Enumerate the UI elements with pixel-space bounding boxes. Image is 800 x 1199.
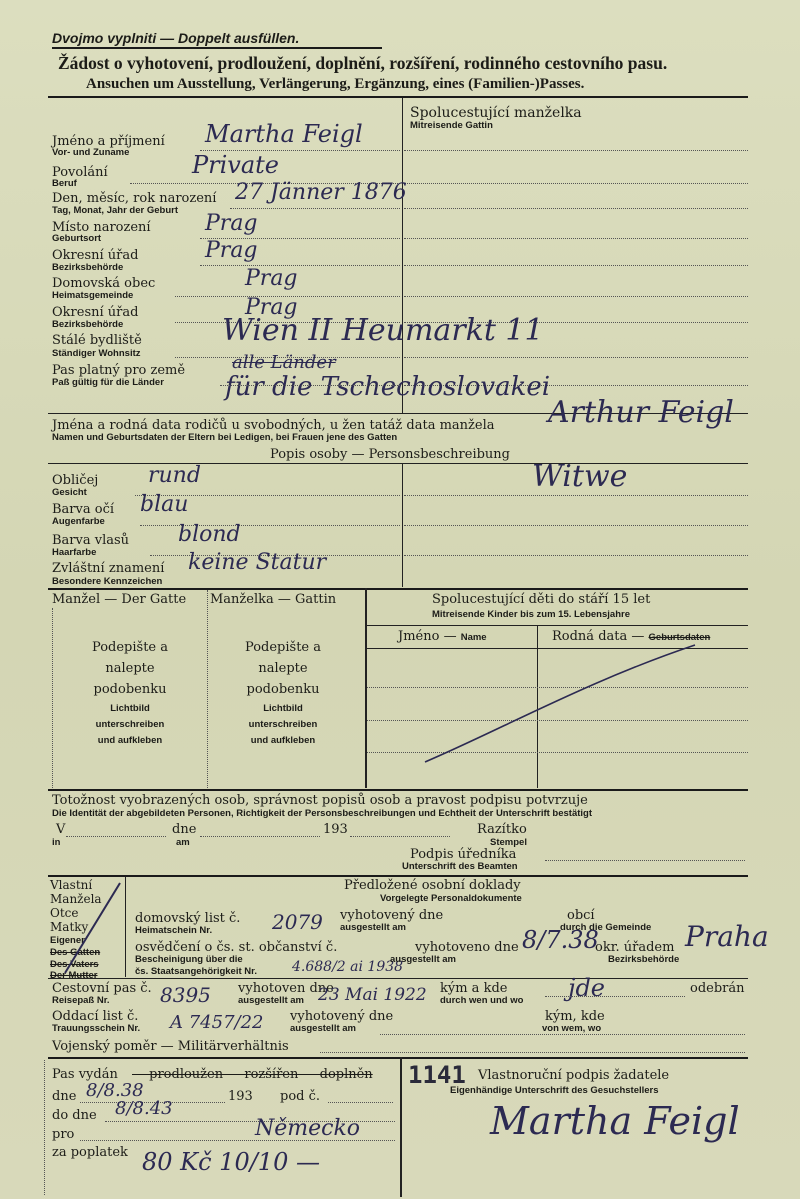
children-col-name: Jméno — Name xyxy=(398,629,487,644)
children-title-de: Mitreisende Kinder bis zum 15. Lebensjahre xyxy=(432,609,630,620)
pass-number-line xyxy=(328,1102,393,1103)
owner-mother-de: Der Mutter xyxy=(50,970,98,981)
photo-instruction: nalepte xyxy=(258,661,308,676)
eyes-label: Barva očí xyxy=(52,502,115,517)
official-sign-line xyxy=(545,860,745,861)
children-col-birth: Rodná data — Geburtsdaten xyxy=(552,629,711,644)
district-label-de: Bezirksbehörde xyxy=(52,262,124,273)
children-title: Spolucestující děti do stáří 15 let xyxy=(432,592,651,607)
confirm-date-line xyxy=(200,836,320,837)
valid-value-struck[interactable]: alle Länder xyxy=(232,352,336,373)
section-divider xyxy=(402,98,403,413)
citizenship-issued-label: vyhotoveno dne xyxy=(415,940,519,955)
documents-divider xyxy=(48,875,748,877)
military-label: Vojenský poměr — Militärverhältnis xyxy=(52,1039,289,1054)
signature-label: Vlastnoruční podpis žadatele xyxy=(478,1068,670,1083)
confirm-label: Totožnost vyobrazených osob, správnost popisů osob a pravost podpisu potvrzuje xyxy=(52,793,588,808)
pass-year-label: 193 xyxy=(228,1089,253,1104)
confirm-dne: dne xyxy=(172,822,197,837)
passport-issued-label-de: ausgestellt am xyxy=(238,995,304,1006)
birth-value[interactable]: 27 Jänner 1876 xyxy=(235,180,407,205)
wife-description-value[interactable]: Witwe xyxy=(532,459,628,494)
pass-for-value[interactable]: Německo xyxy=(255,1116,361,1141)
photo-instruction: Podepište a xyxy=(91,640,168,655)
photo-instruction: podobenku xyxy=(93,682,167,697)
owner-father-de: Des Vaters xyxy=(50,959,99,970)
district-label: Okresní úřad xyxy=(52,248,139,263)
district-office-value[interactable]: Praha xyxy=(685,920,769,953)
stamp-label-de: Stempel xyxy=(490,837,527,848)
marriage-label-de: Trauungsschein Nr. xyxy=(52,1023,141,1034)
pass-issued-label: Pas vydán xyxy=(52,1067,118,1082)
wife-line xyxy=(404,296,748,297)
valid-value[interactable]: für die Tschechoslovakei xyxy=(225,372,551,402)
name-label: Jméno a příjmení xyxy=(52,134,165,149)
occupation-label: Povolání xyxy=(52,165,108,180)
homecert-commune-label: obcí xyxy=(567,908,595,923)
applicant-signature[interactable]: Martha Feigl xyxy=(490,1099,740,1143)
passport-label: Cestovní pas č. xyxy=(52,981,152,996)
pass-issued-options: — prodloužen — rozšířen — doplněn xyxy=(132,1067,373,1082)
wife-line xyxy=(404,238,748,239)
homecert-label-de: Heimatschein Nr. xyxy=(135,925,213,936)
birthplace-label-de: Geburtsort xyxy=(52,233,102,244)
citizenship-label-de: Bescheinigung über die xyxy=(135,954,243,965)
citizenship-label: osvědčení o čs. st. občanství č. xyxy=(135,940,338,955)
official-sign-label: Podpis úředníka xyxy=(410,847,517,862)
hair-label: Barva vlasů xyxy=(52,533,130,548)
confirm-label-de: Die Identität der abgebildeten Personen, Richtigkeit der Personsbeschreibungen und Echtheit der Unterschrift bestätigt xyxy=(52,808,593,819)
confirm-in: in xyxy=(52,837,61,848)
wife-line xyxy=(404,357,748,358)
pass-date-value[interactable]: 8/8.38 xyxy=(86,1080,144,1101)
passport-issued-value[interactable]: 23 Mai 1922 xyxy=(318,985,427,1005)
pass-fee-value[interactable]: 80 Kč 10/10 — xyxy=(142,1148,320,1176)
wife-line xyxy=(404,265,748,266)
owner-husband-de: Des Gatten xyxy=(50,947,101,958)
photo-instruction: podobenku xyxy=(246,682,320,697)
form-title-cz: Žádost o vyhotovení, prodloužení, doplnění, rozšíření, rodinného cestovního pasu. xyxy=(58,53,668,73)
wife-photo-title: Manželka — Gattin xyxy=(210,592,337,607)
pass-valid-until-value[interactable]: 8/8.43 xyxy=(115,1098,173,1119)
passport-by-label: kým a kde xyxy=(440,981,508,996)
passport-issued-label: vyhotoven dne xyxy=(238,981,334,996)
marriage-label: Oddací list č. xyxy=(52,1009,139,1024)
home-value[interactable]: Prag xyxy=(245,266,298,291)
homecert-label: domovský list č. xyxy=(135,911,241,926)
owner-mother: Matky xyxy=(50,920,89,934)
parents-label: Jména a rodná data rodičů u svobodných, u žen tatáž data manžela xyxy=(52,418,495,433)
bottom-divider xyxy=(48,1057,748,1059)
photo-instruction-de: und aufkleben xyxy=(250,735,316,746)
district-value[interactable]: Prag xyxy=(205,238,258,263)
pass-divider xyxy=(48,978,748,979)
birthplace-value[interactable]: Prag xyxy=(205,211,258,236)
confirm-v: V xyxy=(56,822,66,837)
birth-label-de: Tag, Monat, Jahr der Geburt xyxy=(52,205,178,216)
photo-instruction-de: unterschreiben xyxy=(95,719,165,730)
birth-line xyxy=(230,208,400,209)
pass-date-label: dne xyxy=(52,1089,77,1104)
owner-own-de: Eigener xyxy=(50,935,85,946)
name-label-de: Vor- und Zuname xyxy=(52,147,130,158)
signature-label-de: Eigenhändige Unterschrift des Gesuchstellers xyxy=(450,1085,659,1096)
district-office-label: okr. úřadem xyxy=(595,940,675,955)
homecert-issued-label-de: ausgestellt am xyxy=(340,922,406,933)
military-line xyxy=(320,1052,745,1053)
marriage-line xyxy=(380,1034,745,1035)
district-line xyxy=(200,265,400,266)
documents-title-de: Vorgelegte Personaldokumente xyxy=(380,893,522,904)
marriage-by-label-de: von wem, wo xyxy=(542,1023,602,1034)
banner-underline xyxy=(52,47,382,49)
wife-line xyxy=(404,150,748,151)
passport-by-label-de: durch wen und wo xyxy=(440,995,524,1006)
children-cancel-stroke xyxy=(420,640,700,770)
children-header-line xyxy=(367,625,748,626)
citizenship-issued-label-de: ausgestellt am xyxy=(390,954,456,965)
marriage-by-label: kým, kde xyxy=(545,1009,605,1024)
home-label-de: Heimatsgemeinde xyxy=(52,290,134,301)
wife-desc-line xyxy=(404,555,748,556)
pass-fee-label: za poplatek xyxy=(52,1145,128,1160)
wife-line xyxy=(404,208,748,209)
parents-value[interactable]: Arthur Feigl xyxy=(548,395,734,430)
marks-label: Zvláštní znamení xyxy=(52,561,165,576)
owner-husband: Manžela xyxy=(50,892,102,906)
homecert-commune-label-de: durch die Gemeinde xyxy=(560,922,652,933)
documents-title: Předložené osobní doklady xyxy=(344,878,521,893)
form-title-de: Ansuchen um Ausstellung, Verlängerung, Ergänzung, eines (Familien-)Passes. xyxy=(86,76,585,92)
applicant-stamp-number: 1141 xyxy=(408,1061,466,1089)
hair-label-de: Haarfarbe xyxy=(52,547,97,558)
confirm-year: 193 xyxy=(323,822,348,837)
owner-strike-mark xyxy=(60,878,130,978)
marriage-issued-label: vyhotovený dne xyxy=(290,1009,394,1024)
citizenship-label-de2: čs. Staatsangehörigkeit Nr. xyxy=(135,966,257,977)
photos-vdivider xyxy=(365,588,367,788)
occupation-label-de: Beruf xyxy=(52,178,77,189)
description-title: Popis osoby — Personsbeschreibung xyxy=(270,447,510,462)
district-office-label-de: Bezirksbehörde xyxy=(608,954,680,965)
confirm-divider xyxy=(48,789,748,791)
photo-box-left-edge xyxy=(52,608,53,788)
photo-instruction: nalepte xyxy=(105,661,155,676)
photo-instruction-de: und aufkleben xyxy=(97,735,163,746)
pass-for-line xyxy=(80,1140,395,1141)
hair-value[interactable]: blond xyxy=(178,522,241,547)
official-sign-label-de: Unterschrift des Beamten xyxy=(402,861,518,872)
citizenship-issued-value[interactable]: 8/7.38 xyxy=(522,926,599,954)
occupation-value[interactable]: Private xyxy=(192,151,280,179)
header-divider xyxy=(48,96,748,98)
valid-label: Pas platný pro země xyxy=(52,363,186,378)
wife-line xyxy=(404,183,748,184)
passport-line xyxy=(545,996,685,997)
passport-value[interactable]: 8395 xyxy=(160,983,211,1007)
home-label: Domovská obec xyxy=(52,276,156,291)
homecert-issued-label: vyhotovený dne xyxy=(340,908,444,923)
valid-label-de: Paß gültig für die Länder xyxy=(52,377,164,388)
confirm-am: am xyxy=(176,837,190,848)
description-vdivider xyxy=(402,463,403,587)
name-value[interactable]: Martha Feigl xyxy=(205,120,363,148)
district2-value[interactable]: Prag xyxy=(245,295,298,320)
eyes-value[interactable]: blau xyxy=(140,492,189,517)
passport-by-value[interactable]: jde xyxy=(568,974,606,1002)
homecert-value[interactable]: 2079 xyxy=(272,910,323,934)
pass-valid-until-label: do dne xyxy=(52,1108,97,1123)
stamp-label: Razítko xyxy=(477,822,527,837)
marriage-issued-label-de: ausgestellt am xyxy=(290,1023,356,1034)
marks-value[interactable]: keine Statur xyxy=(188,550,327,575)
confirm-place-line xyxy=(66,836,166,837)
marriage-value[interactable]: A 7457/22 xyxy=(170,1012,264,1033)
valid-line xyxy=(220,385,400,386)
pass-for-label: pro xyxy=(52,1127,75,1142)
passport-taken-label: odebrán xyxy=(690,981,745,996)
wife-desc-line xyxy=(404,525,748,526)
photo-instruction-de: Lichtbild xyxy=(110,703,150,714)
face-label: Obličej xyxy=(52,473,99,488)
husband-photo-title: Manžel — Der Gatte xyxy=(52,592,187,607)
husband-photo-box[interactable] xyxy=(55,640,205,746)
pass-number-label: pod č. xyxy=(280,1089,321,1104)
face-label-de: Gesicht xyxy=(52,487,87,498)
face-value[interactable]: rund xyxy=(148,463,201,488)
bottom-vdivider xyxy=(400,1057,402,1197)
owner-father: Otce xyxy=(50,906,79,920)
citizenship-value[interactable]: 4.688/2 ai 1938 xyxy=(292,959,404,975)
wife-title-de: Mitreisende Gattin xyxy=(410,120,493,131)
eyes-label-de: Augenfarbe xyxy=(52,516,105,527)
photo-instruction-de: unterschreiben xyxy=(248,719,318,730)
district2-label-de: Bezirksbehörde xyxy=(52,319,124,330)
residence-label: Stálé bydliště xyxy=(52,333,142,348)
residence-label-de: Ständiger Wohnsitz xyxy=(52,348,141,359)
passport-label-de: Reisepaß Nr. xyxy=(52,995,110,1006)
form-banner: Dvojmo vyplniti — Doppelt ausfüllen. xyxy=(52,30,300,46)
confirm-year-line xyxy=(350,836,450,837)
wife-title: Spolucestující manželka xyxy=(410,105,582,121)
wife-desc-line xyxy=(404,495,748,496)
photo-instruction: Podepište a xyxy=(244,640,321,655)
parents-label-de: Namen und Geburtsdaten der Eltern bei Ledigen, bei Frauen jene des Gatten xyxy=(52,432,398,443)
wife-photo-box[interactable] xyxy=(208,640,358,746)
residence-value[interactable]: Wien II Heumarkt 11 xyxy=(222,313,544,348)
photo-instruction-de: Lichtbild xyxy=(263,703,303,714)
marks-label-de: Besondere Kennzeichen xyxy=(52,576,163,587)
passbox-left-edge xyxy=(44,1060,45,1195)
district2-label: Okresní úřad xyxy=(52,305,139,320)
birth-label: Den, měsíc, rok narození xyxy=(52,191,217,206)
photos-divider xyxy=(48,588,748,590)
birthplace-label: Místo narození xyxy=(52,220,151,235)
owner-own: Vlastní xyxy=(50,878,93,892)
